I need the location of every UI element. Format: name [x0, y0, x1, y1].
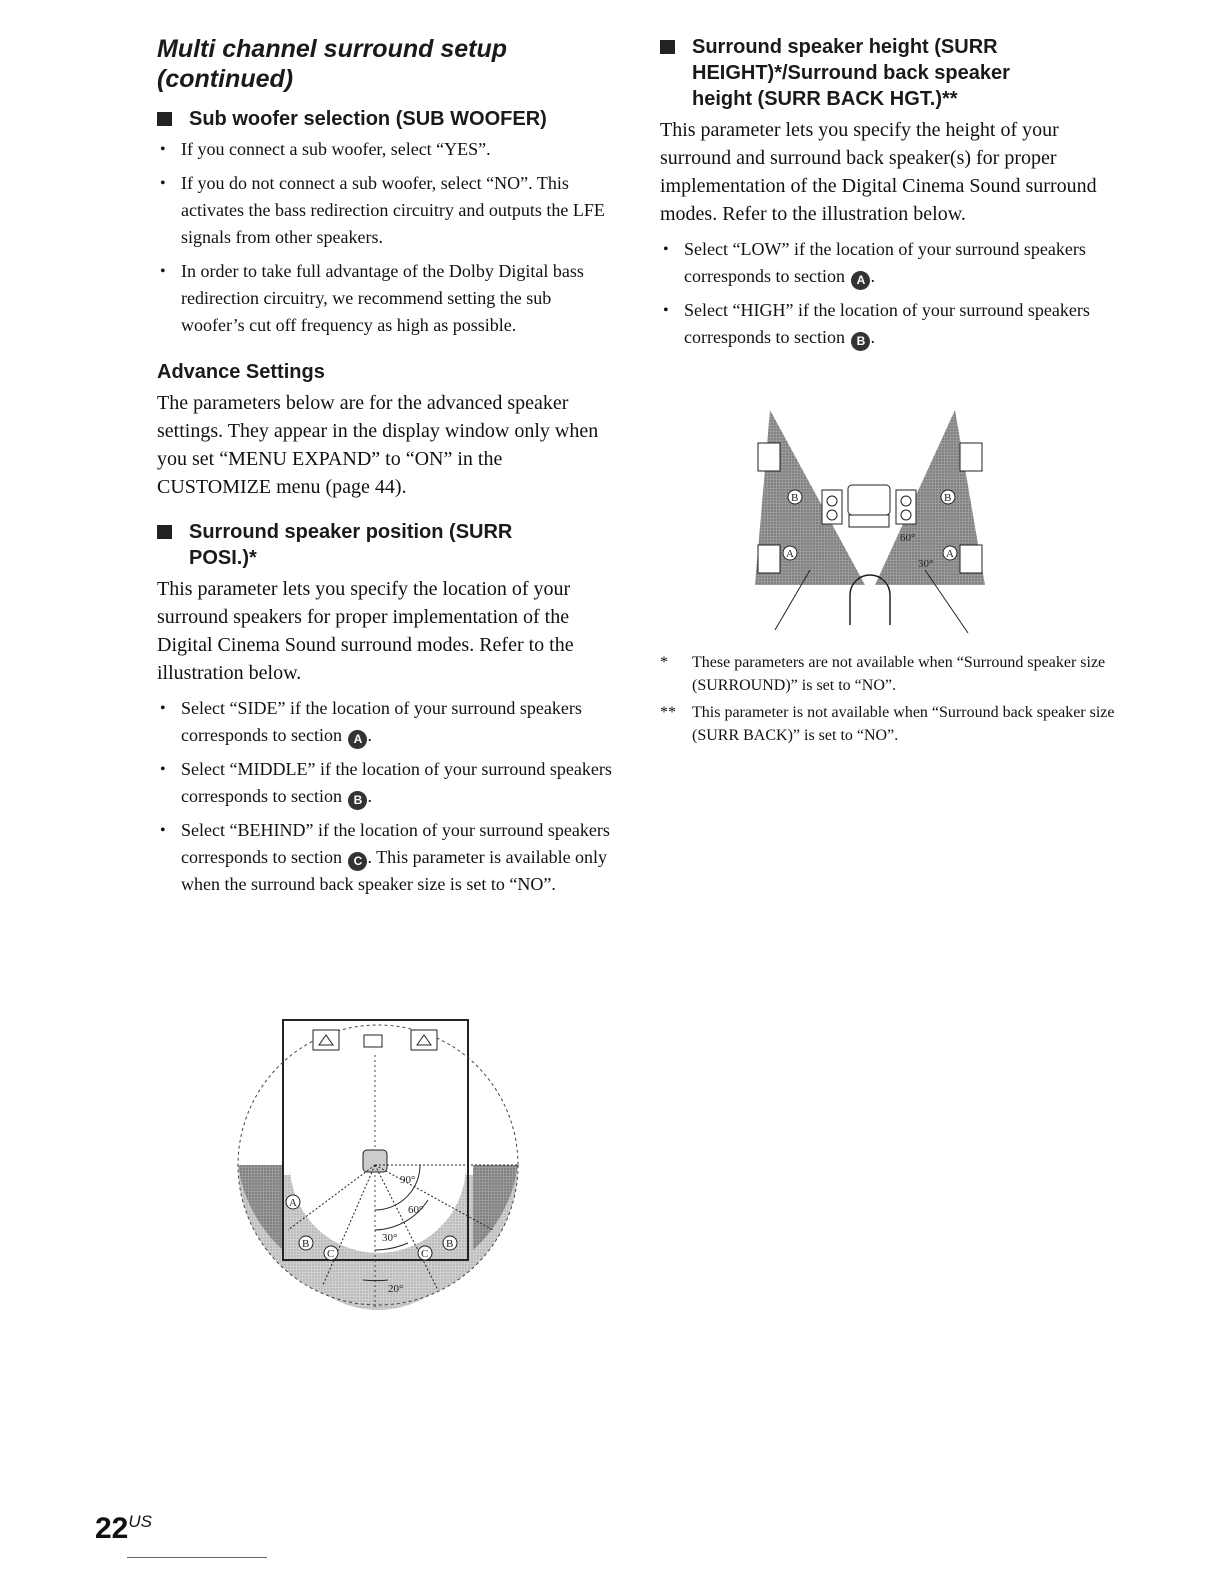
surround-position-diagram: [228, 1015, 528, 1315]
bullet-dot-icon: •: [160, 263, 166, 280]
zone-label-b-right: B: [944, 492, 952, 504]
angle-label-60: 60°: [900, 532, 916, 544]
sub-woofer-heading: Sub woofer selection (SUB WOOFER): [157, 106, 612, 132]
page-underline: [127, 1557, 267, 1558]
section-a-badge: A: [851, 271, 870, 290]
list-item: • Select “LOW” if the location of your surround speakers corresponds to section A .: [660, 236, 1115, 290]
surround-position-heading: Surround speaker position (SURR POSI.)*: [157, 519, 612, 571]
section-title: [157, 34, 612, 94]
zone-label-c: C: [327, 1248, 335, 1260]
list-item: • Select “BEHIND” if the location of your surround speakers corresponds to section C . This parameter is available only when the surround back speaker size is set to “NO”.: [157, 817, 612, 898]
list-item: • Select “MIDDLE” if the location of your surround speakers corresponds to section B .: [157, 756, 612, 810]
front-right-speaker-icon: [411, 1030, 437, 1050]
advance-settings-heading: Advance Settings: [157, 361, 325, 383]
front-left-speaker-icon: [313, 1030, 339, 1050]
right-column: [660, 34, 1115, 751]
bullet-dot-icon: •: [160, 700, 166, 717]
surround-height-bullets: [660, 236, 1115, 351]
bullet-dot-icon: •: [160, 175, 166, 192]
tv-icon: [848, 485, 890, 515]
sub-woofer-bullets: [157, 136, 612, 339]
footnotes: [660, 651, 1115, 747]
list-item: • Select “SIDE” if the location of your surround speakers corresponds to section A .: [157, 695, 612, 749]
zone-label-c-right: C: [421, 1248, 429, 1260]
left-lower-speaker-icon: [758, 545, 780, 573]
front-right-speaker-icon: [896, 490, 916, 524]
advance-settings-body: The parameters below are for the advanced speaker settings. They appear in the display window only when you set “MENU EXPAND” to “ON” in the CUSTOMIZE menu (page 44).: [157, 392, 599, 498]
zone-label-a-right: A: [946, 548, 954, 560]
center-speaker-icon: [849, 515, 889, 527]
list-item: • In order to take full advantage of the Dolby Digital bass redirection circuitry, we recommend setting the sub woofer’s cut off frequency as high as possible.: [157, 258, 612, 339]
front-left-speaker-icon: [822, 490, 842, 524]
square-bullet-icon: [157, 525, 172, 539]
bullet-dot-icon: •: [160, 761, 166, 778]
list-item: • If you connect a sub woofer, select “YES”.: [157, 136, 612, 163]
section-title-line-2: (continued): [157, 65, 294, 93]
right-lower-speaker-icon: [960, 545, 982, 573]
bullet-dot-icon: •: [160, 141, 166, 158]
zone-label-b: B: [302, 1238, 310, 1250]
surround-position-bullets: [157, 695, 612, 898]
page-suffix: US: [128, 1512, 152, 1531]
footnote-mark: *: [660, 654, 668, 671]
footnote-mark: **: [660, 704, 676, 721]
square-bullet-icon: [660, 40, 675, 54]
listener-icon: [363, 1150, 387, 1172]
zone-label-a-left: A: [786, 548, 794, 560]
bullet-dot-icon: •: [160, 822, 166, 839]
footnote: * These parameters are not available when “Surround speaker size (SURROUND)” is set to “NO”.: [660, 651, 1115, 697]
center-speaker-icon: [364, 1035, 382, 1047]
angle-label-90: 90°: [400, 1174, 416, 1186]
angle-label-20: 20°: [388, 1283, 404, 1295]
zone-label-b-right: B: [446, 1238, 454, 1250]
square-bullet-icon: [157, 112, 172, 126]
page-number: $22^{US}$: [95, 1512, 152, 1545]
list-item: • Select “HIGH” if the location of your surround speakers corresponds to section B .: [660, 297, 1115, 351]
surround-height-heading: Surround speaker height (SURR HEIGHT)*/Surround back speaker height (SURR BACK HGT.)**: [660, 34, 1115, 112]
footnote: ** This parameter is not available when “Surround back speaker size (SURR BACK)” is set to “NO”.: [660, 701, 1115, 747]
section-c-badge: C: [348, 852, 367, 871]
angle-label-30: 30°: [382, 1232, 398, 1244]
bullet-dot-icon: •: [663, 241, 669, 258]
zone-label-b-left: B: [791, 492, 799, 504]
zone-label-a: A: [289, 1197, 297, 1209]
bullet-dot-icon: •: [663, 302, 669, 319]
surround-position-body: This parameter lets you specify the location of your surround speakers for proper implementation of the Digital Cinema Sound surround modes. Refer to the illustration below.: [157, 578, 574, 684]
left-upper-speaker-icon: [758, 443, 780, 471]
right-upper-speaker-icon: [960, 443, 982, 471]
surround-height-diagram: [750, 405, 990, 635]
section-b-badge: B: [851, 332, 870, 351]
section-b-badge: B: [348, 791, 367, 810]
angle-label-30: 30°: [918, 558, 934, 570]
list-item: • If you do not connect a sub woofer, select “NO”. This activates the bass redirection circuitry and outputs the LFE signals from other speakers.: [157, 170, 612, 251]
left-column: [157, 34, 612, 908]
surround-height-body: This parameter lets you specify the height of your surround and surround back speaker(s) for proper implementation of the Digital Cinema Sound surround modes. Refer to the illustration below.: [660, 119, 1097, 225]
section-a-badge: A: [348, 730, 367, 749]
angle-label-60: 60°: [408, 1204, 424, 1216]
section-title-line-1: Multi channel surround setup: [157, 35, 508, 63]
